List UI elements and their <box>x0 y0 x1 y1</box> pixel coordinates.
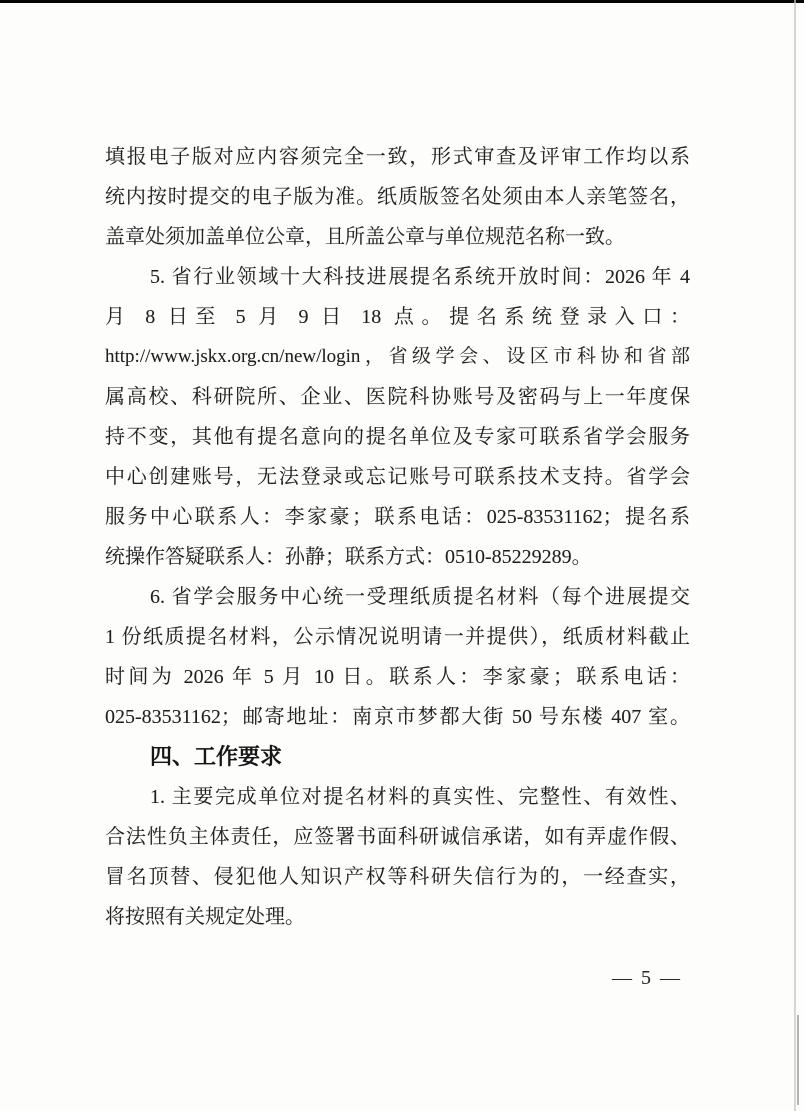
text-line-login-url: http://www.jskx.org.cn/new/login，省级学会、设区市科协和省部 <box>105 346 690 367</box>
document-body <box>105 137 690 937</box>
text-line-item-6-start: 6. 省学会服务中心统一受理纸质提名材料（每个进展提交 <box>150 586 690 608</box>
text-line: 1 份纸质提名材料，公示情况说明请一并提供），纸质材料截止 <box>105 626 690 648</box>
text-line: 持不变，其他有提名意向的提名单位及专家可联系省学会服务 <box>105 426 690 448</box>
page-number: — 5 — <box>612 967 682 989</box>
scan-artifact-top-edge <box>0 0 804 3</box>
text-line-item-5-start: 5. 省行业领域十大科技进展提名系统开放时间：2026 年 4 <box>150 266 690 288</box>
text-line: 属高校、科研院所、企业、医院科协账号及密码与上一年度保 <box>105 386 690 408</box>
text-line: 025-83531162；邮寄地址：南京市梦都大街 50 号东楼 407 室。 <box>105 706 690 728</box>
text-line: 统内按时提交的电子版为准。纸质版签名处须由本人亲笔签名， <box>105 186 690 208</box>
text-line: 将按照有关规定处理。 <box>105 906 305 928</box>
scan-artifact-right-smudge <box>797 1015 799 1105</box>
text-line: 冒名顶替、侵犯他人知识产权等科研失信行为的，一经查实， <box>105 866 690 888</box>
text-line: 月 8 日至 5 月 9 日 18 点。提名系统登录入口： <box>105 306 690 328</box>
text-line: 合法性负主体责任，应签署书面科研诚信承诺，如有弄虚作假、 <box>105 826 690 848</box>
text-line: 时间为 2026 年 5 月 10 日。联系人：李家豪；联系电话： <box>105 666 690 688</box>
text-line: 统操作答疑联系人：孙静；联系方式：0510-85229289。 <box>105 546 592 568</box>
text-line: 中心创建账号，无法登录或忘记账号可联系技术支持。省学会 <box>105 466 690 488</box>
section-heading: 四、工作要求 <box>150 744 283 769</box>
text-line: 填报电子版对应内容须完全一致，形式审查及评审工作均以系 <box>105 146 690 168</box>
text-line-item-1-start: 1. 主要完成单位对提名材料的真实性、完整性、有效性、 <box>150 786 690 808</box>
text-line: 盖章处须加盖单位公章，且所盖公章与单位规范名称一致。 <box>105 226 625 248</box>
scan-artifact-right-edge <box>794 0 796 1111</box>
text-line: 服务中心联系人：李家豪；联系电话：025-83531162；提名系 <box>105 506 690 528</box>
